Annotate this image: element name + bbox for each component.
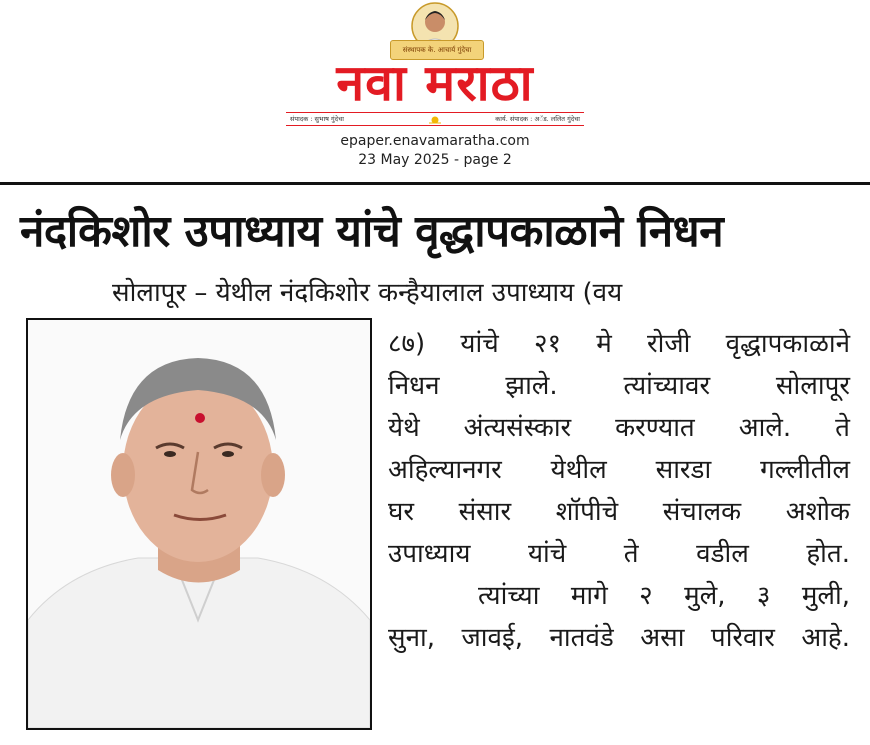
masthead-divider: [0, 182, 870, 185]
founder-tagline: संस्थापक के. आचार्य गुंदेचा: [390, 40, 484, 60]
epaper-url[interactable]: epaper.enavamaratha.com: [340, 133, 530, 149]
editor-bar: [286, 112, 584, 126]
article-body-line: येथे अंत्यसंस्कार करण्यात आले. ते: [388, 413, 850, 443]
article-body-line: घर संसार शॉपीचे संचालक अशोक: [388, 497, 850, 527]
editor-name: संपादक : सुभाष गुंदेचा: [290, 115, 344, 123]
executive-editor-name: कार्य. संपादक : अॅड. ललित गुंदेचा: [495, 115, 580, 123]
edition-date-page: 23 May 2025 - page 2: [358, 152, 512, 168]
article-body-line: सुना, जावई, नातवंडे असा परिवार आहे.: [388, 623, 850, 653]
article-body-line: अहिल्यानगर येथील सारडा गल्लीतील: [388, 455, 850, 485]
article-body-line: त्यांच्या मागे २ मुले, ३ मुली,: [478, 581, 850, 611]
article-body-line: निधन झाले. त्यांच्यावर सोलापूर: [388, 371, 850, 401]
masthead: [0, 0, 870, 180]
article-body-line: ८७) यांचे २१ मे रोजी वृद्धापकाळाने: [388, 329, 850, 359]
article-lead-line: सोलापूर – येथील नंदकिशोर कन्हैयालाल उपाध्याय (वय: [112, 278, 623, 308]
article-body-line: उपाध्याय यांचे ते वडील होत.: [388, 539, 850, 569]
sun-icon: [428, 114, 442, 124]
obituary-photo: [26, 318, 372, 730]
portrait-photo-icon: [28, 320, 370, 728]
article-headline: नंदकिशोर उपाध्याय यांचे वृद्धापकाळाने निधन: [20, 206, 724, 257]
newspaper-brand: नवा मराठा: [336, 54, 534, 112]
